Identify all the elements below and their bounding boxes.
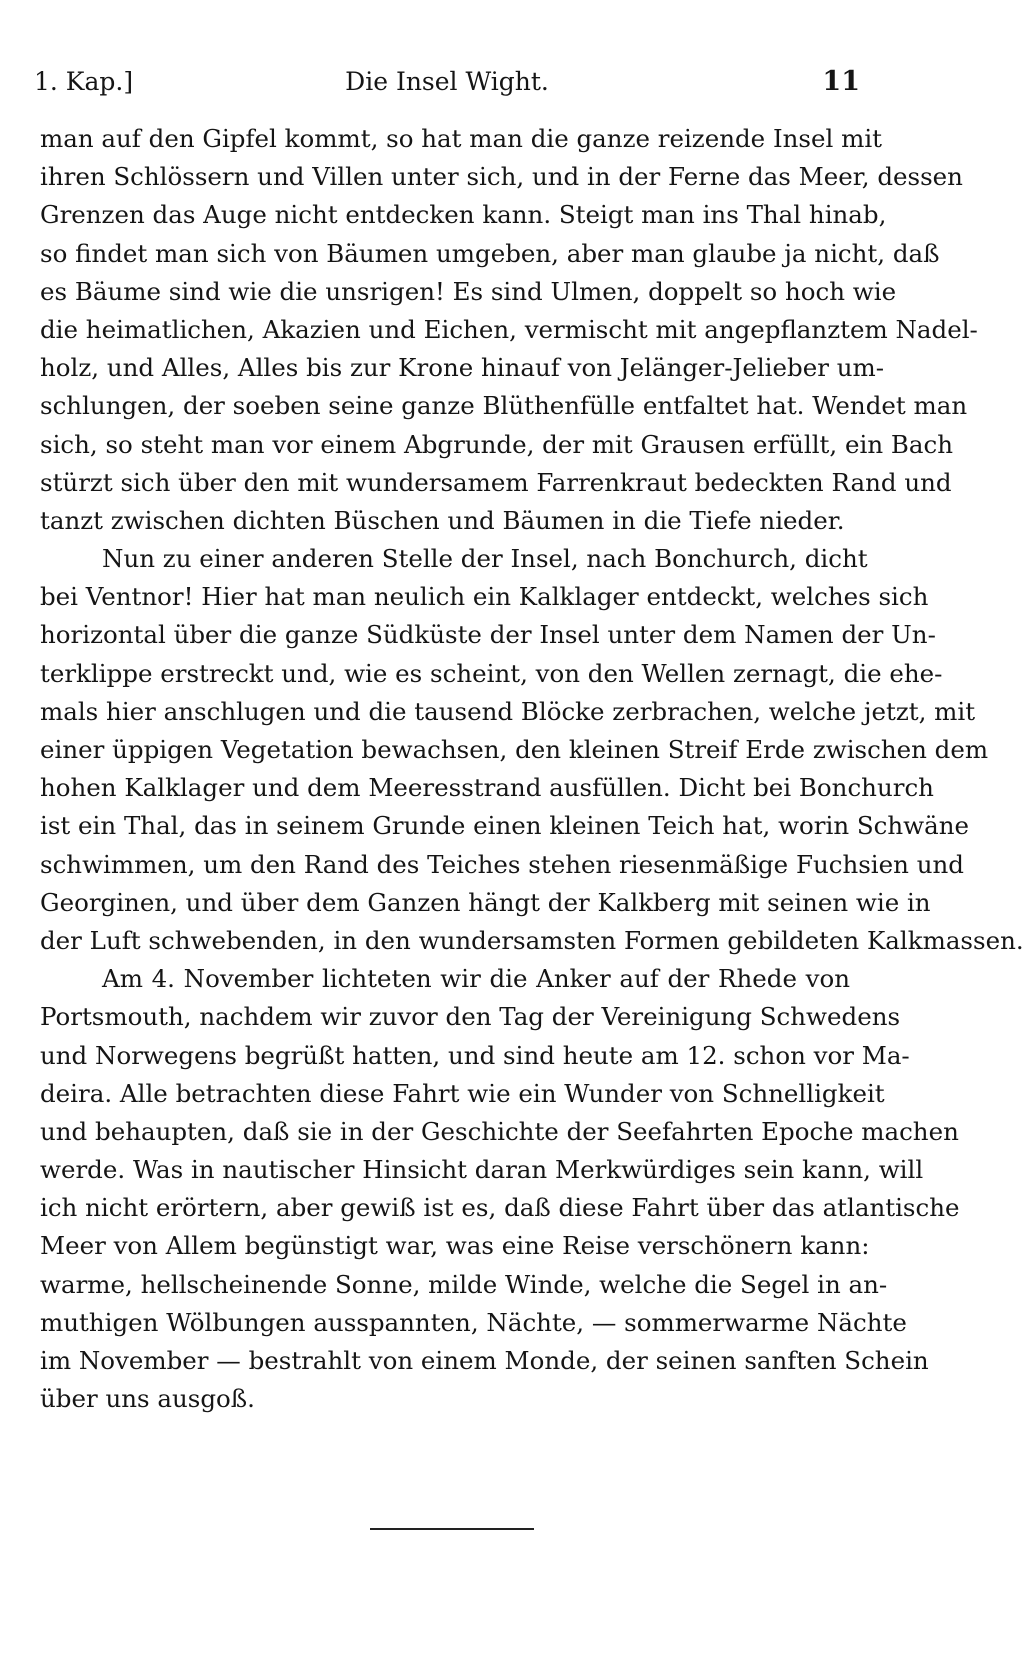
running-title: Die Insel Wight. [345,67,549,96]
text-line: Meer von Allem begünstigt war, was eine Reise verschönern kann: [40,1231,870,1261]
text-line: horizontal über die ganze Südküste der Insel unter dem Namen der Un- [40,620,936,650]
text-line: Grenzen das Auge nicht entdecken kann. Steigt man ins Thal hinab, [40,200,887,230]
text-line: sich, so steht man vor einem Abgrunde, der mit Grausen erfüllt, ein Bach [40,429,953,459]
text-line: so findet man sich von Bäumen umgeben, aber man glaube ja nicht, daß [40,238,940,268]
text-line: Nun zu einer anderen Stelle der Insel, nach Bonchurch, dicht [102,544,868,574]
text-line: Georginen, und über dem Ganzen hängt der Kalkberg mit seinen wie in [40,887,931,917]
running-head [34,62,860,102]
text-line: über uns ausgoß. [40,1384,255,1414]
text-line: ich nicht erörtern, aber gewiß ist es, daß diese Fahrt über das atlantische [40,1193,960,1223]
text-line: schlungen, der soeben seine ganze Blüthenfülle entfaltet hat. Wendet man [40,391,968,421]
text-line: bei Ventnor! Hier hat man neulich ein Kalklager entdeckt, welches sich [40,582,929,612]
text-line: holz, und Alles, Alles bis zur Krone hinauf von Jelänger-Jelieber um- [40,353,884,383]
text-line: tanzt zwischen dichten Büschen und Bäumen in die Tiefe nieder. [40,505,845,535]
section-end-rule [370,1528,534,1530]
chapter-marker: 1. Kap.] [34,67,134,96]
page-number: 11 [822,66,860,97]
text-line: und behaupten, daß sie in der Geschichte der Seefahrten Epoche machen [40,1116,959,1146]
text-line: werde. Was in nautischer Hinsicht daran Merkwürdiges sein kann, will [40,1155,924,1185]
text-line: hohen Kalklager und dem Meeresstrand ausfüllen. Dicht bei Bonchurch [40,773,934,803]
text-line: ihren Schlössern und Villen unter sich, und in der Ferne das Meer, dessen [40,162,963,192]
text-line: deira. Alle betrachten diese Fahrt wie ein Wunder von Schnelligkeit [40,1078,885,1108]
text-line: mals hier anschlugen und die tausend Blöcke zerbrachen, welche jetzt, mit [40,696,976,726]
text-line: muthigen Wölbungen ausspannten, Nächte, — sommerwarme Nächte [40,1307,907,1337]
text-line: der Luft schwebenden, in den wundersamsten Formen gebildeten Kalkmassen. [40,925,1024,955]
text-line: stürzt sich über den mit wundersamem Farrenkraut bedeckten Rand und [40,467,952,497]
text-line: terklippe erstreckt und, wie es scheint, von den Wellen zernagt, die ehe- [40,658,943,688]
text-line: es Bäume sind wie die unsrigen! Es sind Ulmen, doppelt so hoch wie [40,276,897,306]
text-line: und Norwegens begrüßt hatten, und sind heute am 12. schon vor Ma- [40,1040,910,1070]
text-line: einer üppigen Vegetation bewachsen, den kleinen Streif Erde zwischen dem [40,735,989,764]
text-line: man auf den Gipfel kommt, so hat man die ganze reizende Insel mit [40,124,883,153]
text-line: Portsmouth, nachdem wir zuvor den Tag der Vereinigung Schwedens [40,1002,901,1032]
body-text [40,120,1024,1418]
text-line: Am 4. November lichteten wir die Anker auf der Rhede von [102,964,850,994]
text-line: ist ein Thal, das in seinem Grunde einen kleinen Teich hat, worin Schwäne [40,811,970,841]
text-line: die heimatlichen, Akazien und Eichen, vermischt mit angepflanztem Nadel- [40,314,978,344]
text-line: im November — bestrahlt von einem Monde, der seinen sanften Schein [40,1346,929,1375]
text-line: warme, hellscheinende Sonne, milde Winde, welche die Segel in an- [40,1269,888,1299]
text-line: schwimmen, um den Rand des Teiches stehen riesenmäßige Fuchsien und [40,849,964,879]
